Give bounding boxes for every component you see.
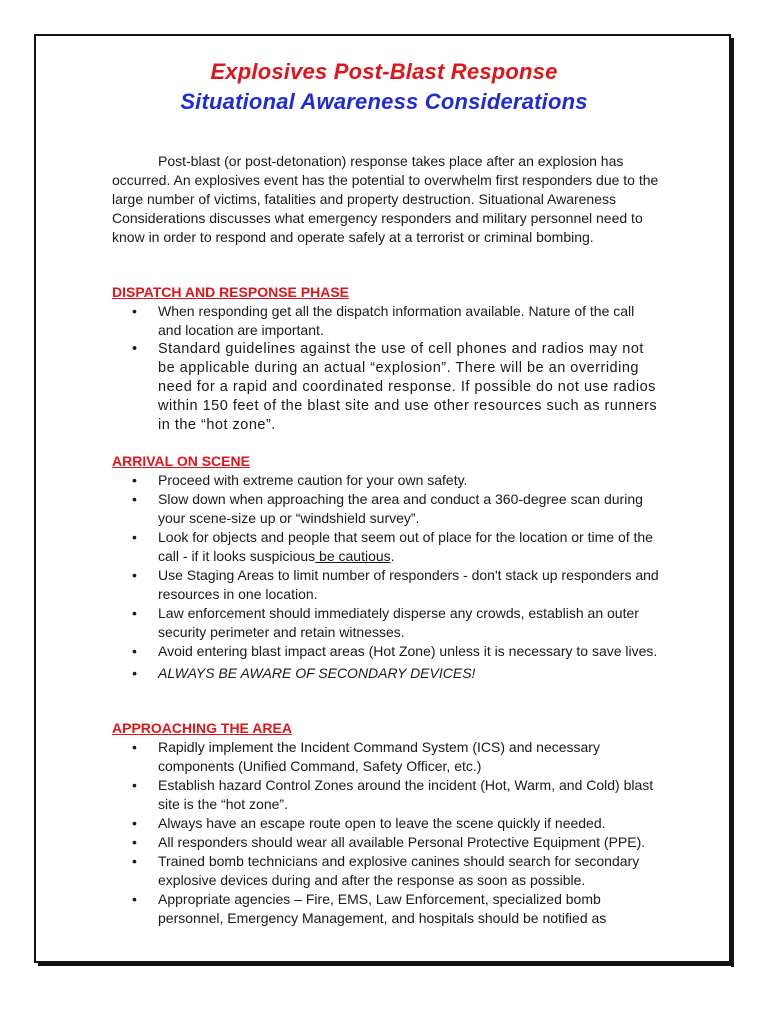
list-item: • Avoid entering blast impact areas (Hot Zone) unless it is necessary to save lives.: [112, 642, 660, 661]
page-border-shadow-right: [731, 38, 734, 967]
intro-paragraph: Post-blast (or post-detonation) response takes place after an explosion has occurred. An explosives event has the potential to overwhelm first responders due to the large number of victims, fatalities and property destruction. Situational Awareness Considerations discusses what emergency responders and military personnel need to know in order to respond and operate safely at a terrorist or criminal bombing.: [112, 153, 659, 245]
list-item: • Rapidly implement the Incident Command System (ICS) and necessary components (Unified Command, Safety Officer, etc.): [112, 738, 660, 776]
section-approaching: [112, 719, 660, 928]
caution-emphasis: be cautious: [315, 548, 391, 564]
list-item: • Use Staging Areas to limit number of responders - don't stack up responders and resources in one location.: [112, 566, 660, 604]
section-heading-dispatch: DISPATCH AND RESPONSE PHASE: [112, 284, 349, 300]
document-body: [112, 152, 660, 926]
section-arrival: [112, 452, 660, 683]
document-title: Explosives Post-Blast Response: [210, 59, 558, 84]
bullet-list-approaching: [112, 738, 660, 928]
bullet-list-arrival: [112, 471, 660, 683]
list-item: • Appropriate agencies – Fire, EMS, Law Enforcement, specialized bomb personnel, Emergency Management, and hospitals should be notified as: [112, 890, 660, 928]
section-dispatch: [112, 283, 660, 435]
list-item: • Standard guidelines against the use of cell phones and radios may not be applicable during an actual “explosion”. There will be an overriding need for a rapid and coordinated response. If possible do not use radios within 150 feet of the blast site and use other resources such as runners in the “hot zone”.: [112, 340, 660, 435]
list-item: • Always have an escape route open to leave the scene quickly if needed.: [112, 814, 660, 833]
section-heading-arrival: ARRIVAL ON SCENE: [112, 453, 250, 469]
bullet-list-dispatch: [112, 302, 660, 435]
list-item: [112, 528, 660, 566]
list-item: • Slow down when approaching the area and conduct a 360-degree scan during your scene-size up or “windshield survey”.: [112, 490, 660, 528]
caution-period: .: [390, 548, 395, 564]
secondary-devices-warning: • ALWAYS BE AWARE OF SECONDARY DEVICES!: [112, 664, 660, 683]
list-item-text: Look for objects and people that seem out of place for the location or time of the call - if it looks suspicious: [158, 529, 653, 564]
list-item: • All responders should wear all available Personal Protective Equipment (PPE).: [112, 833, 660, 852]
document-subtitle: Situational Awareness Considerations: [180, 89, 588, 114]
list-item: • When responding get all the dispatch information available. Nature of the call and location are important.: [112, 302, 660, 340]
list-item: • Trained bomb technicians and explosive canines should search for secondary explosive devices during and after the response as soon as possible.: [112, 852, 660, 890]
list-item: • Proceed with extreme caution for your own safety.: [112, 471, 660, 490]
section-heading-approaching: APPROACHING THE AREA: [112, 720, 292, 736]
list-item: • Establish hazard Control Zones around the incident (Hot, Warm, and Cold) blast site is the “hot zone”.: [112, 776, 660, 814]
page-border-shadow-bottom: [38, 963, 734, 966]
list-item: • Law enforcement should immediately disperse any crowds, establish an outer security perimeter and retain witnesses.: [112, 604, 660, 642]
